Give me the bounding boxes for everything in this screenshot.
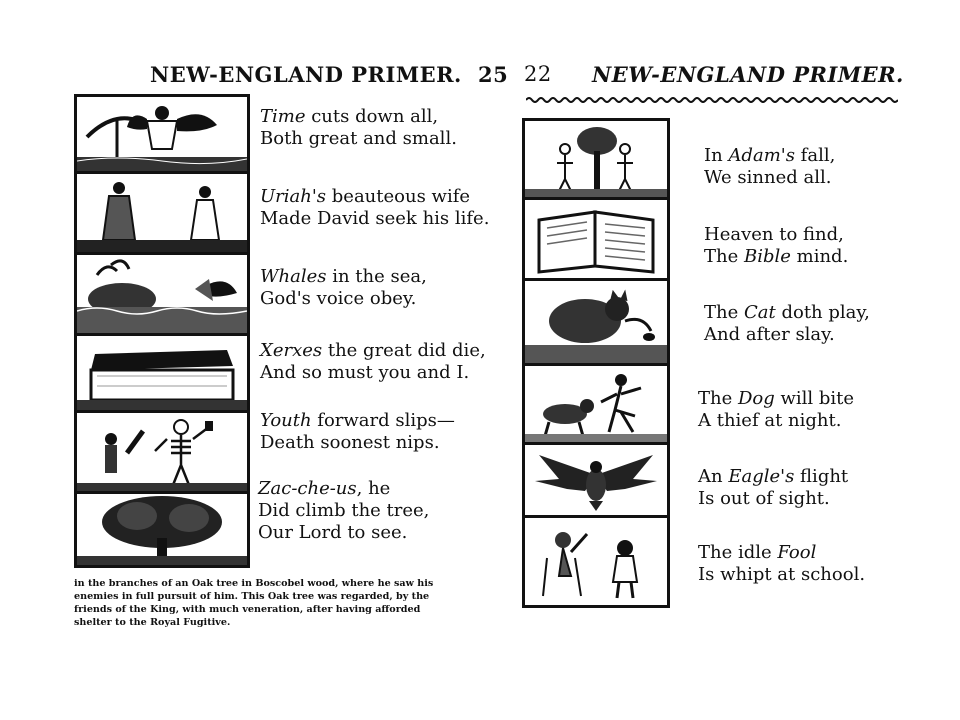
verse-keyword: Dog: [737, 388, 775, 409]
verse-line-rest: , he: [356, 478, 391, 499]
verse-line-2: God's voice obey.: [260, 288, 417, 309]
verse-keyword: Cat: [743, 302, 776, 323]
verse-keyword: Uriah's: [260, 186, 327, 207]
verse-keyword: Whales: [260, 266, 327, 287]
verse-line-2: Is out of sight.: [698, 488, 830, 509]
verse-line-pre: The: [704, 302, 744, 323]
footnote-line: in the branches of an Oak tree in Boscobel wood, where he saw his: [74, 578, 434, 589]
verse-line-pre: The: [704, 246, 744, 267]
left-page-number: 25: [478, 62, 509, 87]
dog-thief-icon: [525, 366, 667, 445]
skeleton-youth-icon: [77, 413, 247, 494]
verse-line-rest: mind.: [790, 246, 849, 267]
verse-line-2: Death soonest nips.: [260, 432, 440, 453]
verse-line-2: And after slay.: [704, 324, 835, 345]
verse-adam: [704, 145, 835, 189]
verse-line-rest: doth play,: [775, 302, 870, 323]
right-page-header-title: NEW-ENGLAND PRIMER.: [592, 62, 904, 87]
verse-whales: [260, 266, 427, 310]
left-page-header-title: NEW-ENGLAND PRIMER.: [150, 62, 462, 87]
verse-line-2: And so must you and I.: [260, 362, 470, 383]
verse-keyword: Fool: [777, 542, 817, 563]
verse-line-rest: flight: [794, 466, 849, 487]
footnote-line: friends of the King, with much veneration, after having afforded: [74, 604, 421, 615]
verse-line-pre: An: [698, 466, 729, 487]
verse-keyword: Youth: [260, 410, 312, 431]
verse-bible: [704, 224, 848, 268]
right-woodcut-column: [522, 118, 670, 608]
verse-keyword: Bible: [743, 246, 791, 267]
left-woodcut-column: [74, 94, 250, 568]
adam-eve-tree-icon: [525, 121, 667, 200]
footnote: [74, 577, 504, 629]
verse-eagle: [698, 466, 848, 510]
verse-line-3: Our Lord to see.: [258, 522, 408, 543]
verse-line-rest: cuts down all,: [305, 106, 439, 127]
oak-tree-icon: [77, 494, 247, 565]
verse-line-2: We sinned all.: [704, 167, 832, 188]
verse-line-rest: in the sea,: [326, 266, 427, 287]
couple-figures-icon: [77, 174, 247, 255]
verse-line-2: Both great and small.: [260, 128, 457, 149]
verse-keyword: Time: [260, 106, 306, 127]
tomb-icon: [77, 336, 247, 413]
verse-youth: [260, 410, 455, 454]
verse-line-rest: fall,: [794, 145, 836, 166]
verse-keyword: Xerxes: [260, 340, 323, 361]
right-page-number: 22: [524, 62, 552, 86]
verse-line-2: Is whipt at school.: [698, 564, 866, 585]
verse-line-pre: The idle: [698, 542, 778, 563]
cat-mouse-icon: [525, 281, 667, 366]
verse-xerxes: [260, 340, 486, 384]
verse-line-pre: In: [704, 145, 729, 166]
verse-uriah: [260, 186, 489, 230]
whale-icon: [77, 255, 247, 336]
verse-keyword: Adam's: [728, 145, 795, 166]
verse-line-2: Made David seek his life.: [260, 208, 490, 229]
open-bible-icon: [525, 200, 667, 281]
scythe-angel-icon: [77, 97, 247, 174]
verse-fool: [698, 542, 865, 586]
verse-line-2: Did climb the tree,: [258, 500, 430, 521]
verse-keyword: Eagle's: [728, 466, 795, 487]
verse-zaccheus: [258, 478, 429, 544]
footnote-line: shelter to the Royal Fugitive.: [74, 617, 231, 628]
fool-whipping-icon: [525, 518, 667, 605]
footnote-line: enemies in full pursuit of him. This Oak tree was regarded, by the: [74, 591, 430, 602]
verse-line-rest: beauteous wife: [326, 186, 471, 207]
verse-dog: [698, 388, 854, 432]
verse-time: [260, 106, 457, 150]
verse-line-rest: the great did die,: [322, 340, 486, 361]
verse-line-pre: The: [698, 388, 738, 409]
verse-keyword: Zac-che-us: [258, 478, 357, 499]
wavy-rule-divider: [526, 95, 898, 105]
verse-cat: [704, 302, 870, 346]
verse-line-1: Heaven to find,: [704, 224, 844, 245]
verse-line-rest: will bite: [774, 388, 855, 409]
eagle-icon: [525, 445, 667, 518]
verse-line-2: A thief at night.: [698, 410, 842, 431]
verse-line-rest: forward slips—: [311, 410, 455, 431]
